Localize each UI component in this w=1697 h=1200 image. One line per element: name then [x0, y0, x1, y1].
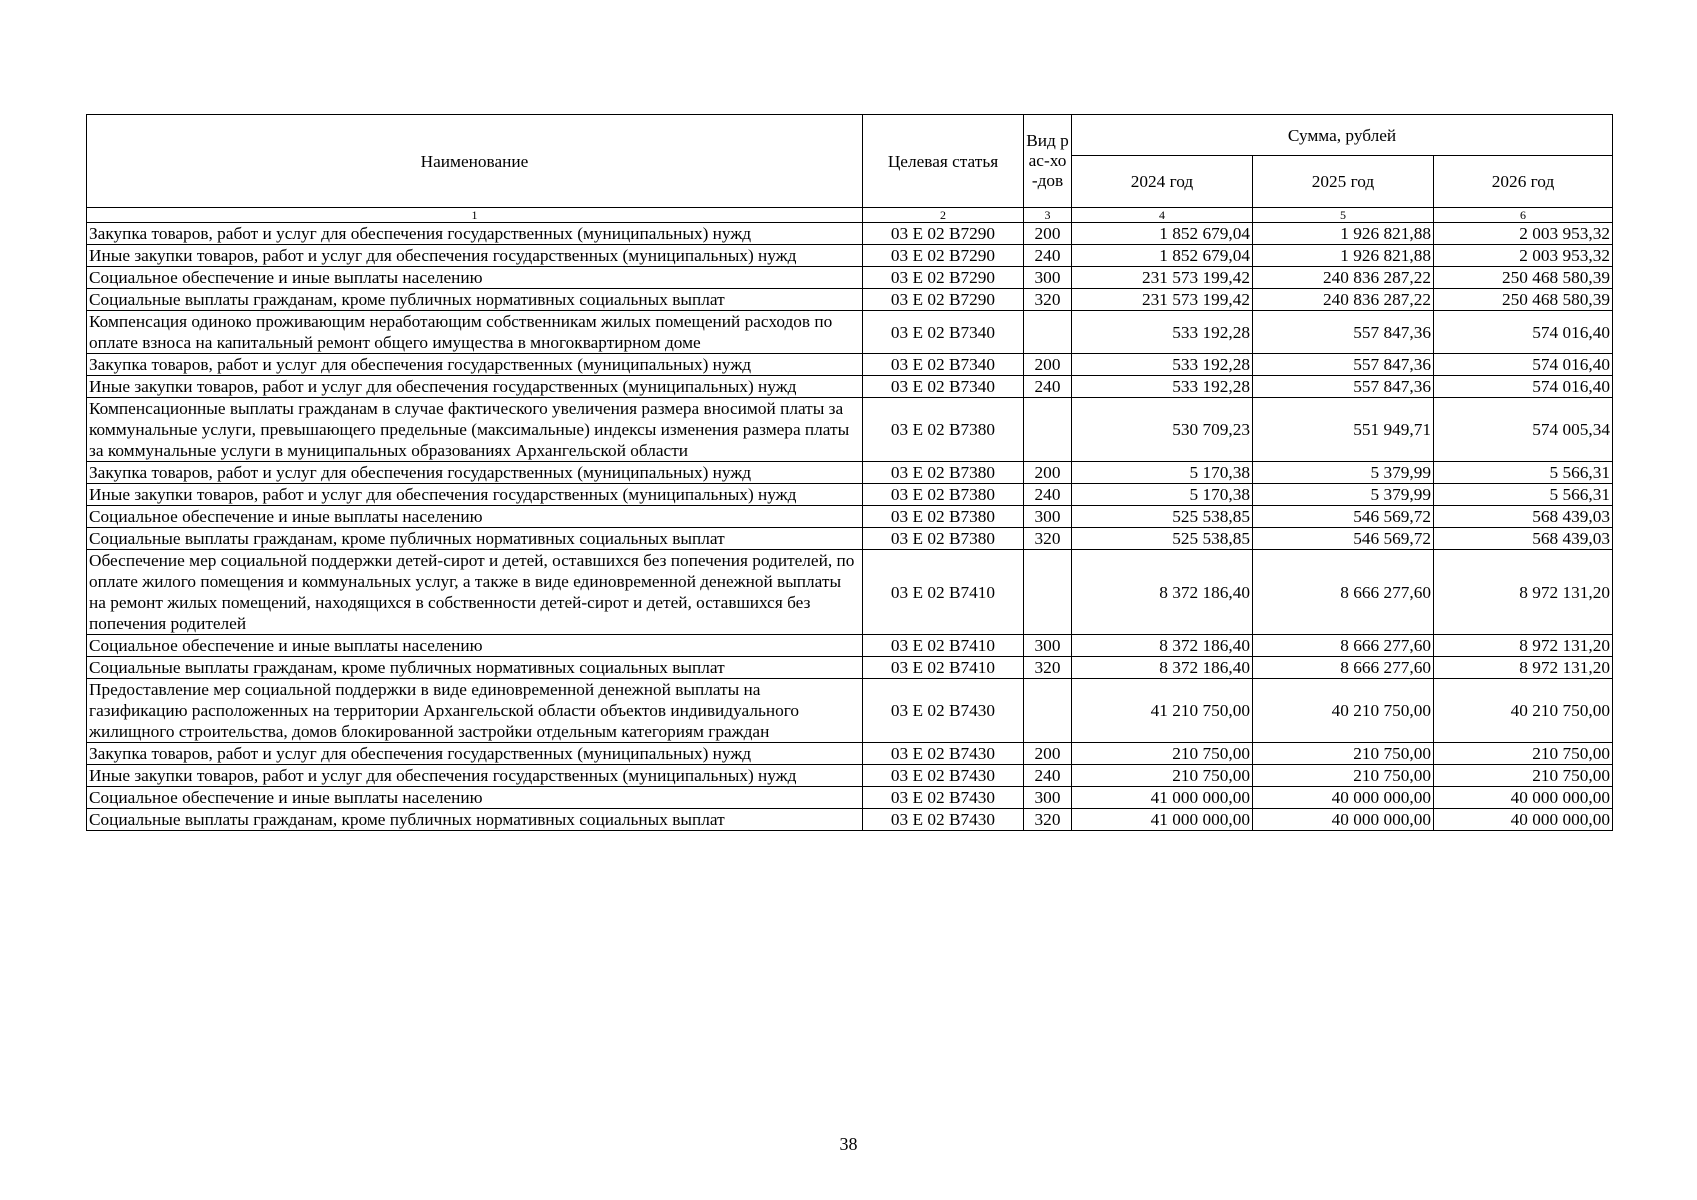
row-sum-2026: 574 016,40 — [1434, 354, 1613, 376]
row-sum-2025: 546 569,72 — [1253, 506, 1434, 528]
row-sum-2025: 1 926 821,88 — [1253, 245, 1434, 267]
column-number-1: 1 — [87, 208, 863, 223]
row-sum-2025: 210 750,00 — [1253, 743, 1434, 765]
row-sum-2025: 557 847,36 — [1253, 354, 1434, 376]
row-sum-2024: 1 852 679,04 — [1072, 223, 1253, 245]
row-sum-2025: 40 210 750,00 — [1253, 679, 1434, 743]
row-target-article: 03 Е 02 В7340 — [863, 376, 1024, 398]
row-name: Социальные выплаты гражданам, кроме публичных нормативных социальных выплат — [87, 289, 863, 311]
row-target-article: 03 Е 02 В7340 — [863, 354, 1024, 376]
table-row — [87, 223, 1613, 245]
row-sum-2025: 551 949,71 — [1253, 398, 1434, 462]
row-sum-2025: 5 379,99 — [1253, 462, 1434, 484]
column-number-2: 2 — [863, 208, 1024, 223]
column-number-6: 6 — [1434, 208, 1613, 223]
row-sum-2025: 5 379,99 — [1253, 484, 1434, 506]
row-sum-2026: 40 000 000,00 — [1434, 809, 1613, 831]
row-expense-type: 200 — [1024, 462, 1072, 484]
header-year-2025: 2025 год — [1253, 156, 1434, 208]
row-name: Иные закупки товаров, работ и услуг для обеспечения государственных (муниципальных) нужд — [87, 484, 863, 506]
row-name: Социальные выплаты гражданам, кроме публичных нормативных социальных выплат — [87, 528, 863, 550]
row-target-article: 03 Е 02 В7430 — [863, 765, 1024, 787]
row-expense-type — [1024, 550, 1072, 635]
table-row — [87, 809, 1613, 831]
row-sum-2026: 8 972 131,20 — [1434, 635, 1613, 657]
table-row — [87, 398, 1613, 462]
row-name: Закупка товаров, работ и услуг для обеспечения государственных (муниципальных) нужд — [87, 462, 863, 484]
row-expense-type: 320 — [1024, 528, 1072, 550]
row-sum-2025: 240 836 287,22 — [1253, 267, 1434, 289]
page-number: 38 — [839, 1134, 858, 1154]
row-name: Иные закупки товаров, работ и услуг для обеспечения государственных (муниципальных) нужд — [87, 376, 863, 398]
row-name: Компенсация одиноко проживающим неработающим собственникам жилых помещений расходов по оплате взноса на капитальный ремонт общего имущества в многоквартирном доме — [87, 311, 863, 354]
row-expense-type: 300 — [1024, 267, 1072, 289]
row-target-article: 03 Е 02 В7380 — [863, 484, 1024, 506]
row-sum-2026: 574 016,40 — [1434, 376, 1613, 398]
row-sum-2025: 8 666 277,60 — [1253, 635, 1434, 657]
row-sum-2024: 8 372 186,40 — [1072, 550, 1253, 635]
row-target-article: 03 Е 02 В7380 — [863, 398, 1024, 462]
row-sum-2026: 568 439,03 — [1434, 506, 1613, 528]
row-sum-2024: 8 372 186,40 — [1072, 635, 1253, 657]
row-expense-type: 200 — [1024, 743, 1072, 765]
row-expense-type: 240 — [1024, 484, 1072, 506]
row-sum-2024: 41 000 000,00 — [1072, 809, 1253, 831]
row-target-article: 03 Е 02 В7290 — [863, 245, 1024, 267]
row-sum-2024: 525 538,85 — [1072, 528, 1253, 550]
row-expense-type: 320 — [1024, 809, 1072, 831]
row-sum-2025: 557 847,36 — [1253, 376, 1434, 398]
row-expense-type: 200 — [1024, 354, 1072, 376]
header-expense-type: Вид рас-хо-дов — [1024, 115, 1072, 208]
row-sum-2026: 574 016,40 — [1434, 311, 1613, 354]
row-name: Иные закупки товаров, работ и услуг для обеспечения государственных (муниципальных) нужд — [87, 245, 863, 267]
row-expense-type: 240 — [1024, 765, 1072, 787]
row-sum-2026: 8 972 131,20 — [1434, 657, 1613, 679]
row-sum-2024: 1 852 679,04 — [1072, 245, 1253, 267]
row-sum-2024: 231 573 199,42 — [1072, 289, 1253, 311]
table-row — [87, 245, 1613, 267]
row-sum-2026: 2 003 953,32 — [1434, 223, 1613, 245]
row-sum-2026: 574 005,34 — [1434, 398, 1613, 462]
row-target-article: 03 Е 02 В7410 — [863, 550, 1024, 635]
row-sum-2025: 240 836 287,22 — [1253, 289, 1434, 311]
table-row — [87, 376, 1613, 398]
row-sum-2025: 8 666 277,60 — [1253, 550, 1434, 635]
row-name: Компенсационные выплаты гражданам в случае фактического увеличения размера вносимой платы за коммунальные услуги, превышающего предельные (максимальные) индексы изменения размера платы за коммунальные услуги в муниципальных образованиях Архангельской области — [87, 398, 863, 462]
row-sum-2026: 40 210 750,00 — [1434, 679, 1613, 743]
row-target-article: 03 Е 02 В7430 — [863, 809, 1024, 831]
row-sum-2026: 2 003 953,32 — [1434, 245, 1613, 267]
row-sum-2024: 41 210 750,00 — [1072, 679, 1253, 743]
table-row — [87, 354, 1613, 376]
table-body — [87, 223, 1613, 831]
row-name: Предоставление мер социальной поддержки в виде единовременной денежной выплаты на газификацию расположенных на территории Архангельской области объектов индивидуального жилищного строительства, домов блокированной застройки отдельным категориям граждан — [87, 679, 863, 743]
row-target-article: 03 Е 02 В7290 — [863, 223, 1024, 245]
row-sum-2026: 5 566,31 — [1434, 484, 1613, 506]
header-year-2026: 2026 год — [1434, 156, 1613, 208]
row-name: Социальные выплаты гражданам, кроме публичных нормативных социальных выплат — [87, 809, 863, 831]
row-expense-type: 200 — [1024, 223, 1072, 245]
table-row — [87, 528, 1613, 550]
column-number-4: 4 — [1072, 208, 1253, 223]
row-sum-2024: 525 538,85 — [1072, 506, 1253, 528]
row-target-article: 03 Е 02 В7290 — [863, 267, 1024, 289]
row-sum-2026: 210 750,00 — [1434, 743, 1613, 765]
row-name: Обеспечение мер социальной поддержки детей-сирот и детей, оставшихся без попечения родителей, по оплате жилого помещения и коммунальных услуг, а также в виде единовременной денежной выплаты на ремонт жилых помещений, находящихся в собственности детей-сирот и детей, оставшихся без попечения родителей — [87, 550, 863, 635]
header-name: Наименование — [87, 115, 863, 208]
row-sum-2025: 1 926 821,88 — [1253, 223, 1434, 245]
header-year-2024: 2024 год — [1072, 156, 1253, 208]
table-row — [87, 787, 1613, 809]
column-number-3: 3 — [1024, 208, 1072, 223]
table-row — [87, 765, 1613, 787]
row-expense-type: 240 — [1024, 376, 1072, 398]
row-sum-2024: 5 170,38 — [1072, 484, 1253, 506]
row-expense-type: 240 — [1024, 245, 1072, 267]
row-expense-type — [1024, 311, 1072, 354]
row-name: Социальное обеспечение и иные выплаты населению — [87, 506, 863, 528]
row-target-article: 03 Е 02 В7380 — [863, 506, 1024, 528]
table-row — [87, 635, 1613, 657]
row-sum-2024: 533 192,28 — [1072, 376, 1253, 398]
row-expense-type: 320 — [1024, 657, 1072, 679]
row-sum-2025: 40 000 000,00 — [1253, 787, 1434, 809]
table-row — [87, 311, 1613, 354]
row-sum-2025: 40 000 000,00 — [1253, 809, 1434, 831]
row-sum-2025: 210 750,00 — [1253, 765, 1434, 787]
row-target-article: 03 Е 02 В7430 — [863, 787, 1024, 809]
table-row — [87, 506, 1613, 528]
row-sum-2024: 8 372 186,40 — [1072, 657, 1253, 679]
row-target-article: 03 Е 02 В7290 — [863, 289, 1024, 311]
row-target-article: 03 Е 02 В7410 — [863, 635, 1024, 657]
table-row — [87, 289, 1613, 311]
row-name: Социальное обеспечение и иные выплаты населению — [87, 787, 863, 809]
header-target-article: Целевая статья — [863, 115, 1024, 208]
row-target-article: 03 Е 02 В7380 — [863, 528, 1024, 550]
row-sum-2024: 530 709,23 — [1072, 398, 1253, 462]
row-sum-2024: 210 750,00 — [1072, 743, 1253, 765]
row-sum-2024: 533 192,28 — [1072, 354, 1253, 376]
row-expense-type: 300 — [1024, 635, 1072, 657]
row-sum-2024: 5 170,38 — [1072, 462, 1253, 484]
row-name: Социальное обеспечение и иные выплаты населению — [87, 635, 863, 657]
row-target-article: 03 Е 02 В7340 — [863, 311, 1024, 354]
row-target-article: 03 Е 02 В7430 — [863, 679, 1024, 743]
row-sum-2026: 5 566,31 — [1434, 462, 1613, 484]
table-row — [87, 679, 1613, 743]
row-sum-2025: 8 666 277,60 — [1253, 657, 1434, 679]
row-name: Закупка товаров, работ и услуг для обеспечения государственных (муниципальных) нужд — [87, 743, 863, 765]
row-sum-2026: 250 468 580,39 — [1434, 267, 1613, 289]
table-row — [87, 743, 1613, 765]
row-sum-2024: 231 573 199,42 — [1072, 267, 1253, 289]
row-sum-2026: 568 439,03 — [1434, 528, 1613, 550]
table-row — [87, 657, 1613, 679]
row-name: Закупка товаров, работ и услуг для обеспечения государственных (муниципальных) нужд — [87, 354, 863, 376]
row-name: Социальное обеспечение и иные выплаты населению — [87, 267, 863, 289]
row-expense-type: 300 — [1024, 506, 1072, 528]
row-sum-2025: 546 569,72 — [1253, 528, 1434, 550]
header-sum: Сумма, рублей — [1072, 115, 1613, 156]
row-expense-type — [1024, 398, 1072, 462]
row-target-article: 03 Е 02 В7410 — [863, 657, 1024, 679]
budget-table — [86, 114, 1613, 831]
row-name: Иные закупки товаров, работ и услуг для обеспечения государственных (муниципальных) нужд — [87, 765, 863, 787]
table-row — [87, 484, 1613, 506]
row-target-article: 03 Е 02 В7430 — [863, 743, 1024, 765]
row-sum-2024: 210 750,00 — [1072, 765, 1253, 787]
row-sum-2026: 250 468 580,39 — [1434, 289, 1613, 311]
row-name: Закупка товаров, работ и услуг для обеспечения государственных (муниципальных) нужд — [87, 223, 863, 245]
table-row — [87, 267, 1613, 289]
row-sum-2024: 533 192,28 — [1072, 311, 1253, 354]
row-sum-2024: 41 000 000,00 — [1072, 787, 1253, 809]
row-expense-type: 320 — [1024, 289, 1072, 311]
column-number-5: 5 — [1253, 208, 1434, 223]
row-sum-2026: 210 750,00 — [1434, 765, 1613, 787]
table-row — [87, 462, 1613, 484]
row-sum-2025: 557 847,36 — [1253, 311, 1434, 354]
row-name: Социальные выплаты гражданам, кроме публичных нормативных социальных выплат — [87, 657, 863, 679]
table-row — [87, 550, 1613, 635]
row-expense-type: 300 — [1024, 787, 1072, 809]
row-sum-2026: 40 000 000,00 — [1434, 787, 1613, 809]
row-expense-type — [1024, 679, 1072, 743]
row-target-article: 03 Е 02 В7380 — [863, 462, 1024, 484]
row-sum-2026: 8 972 131,20 — [1434, 550, 1613, 635]
